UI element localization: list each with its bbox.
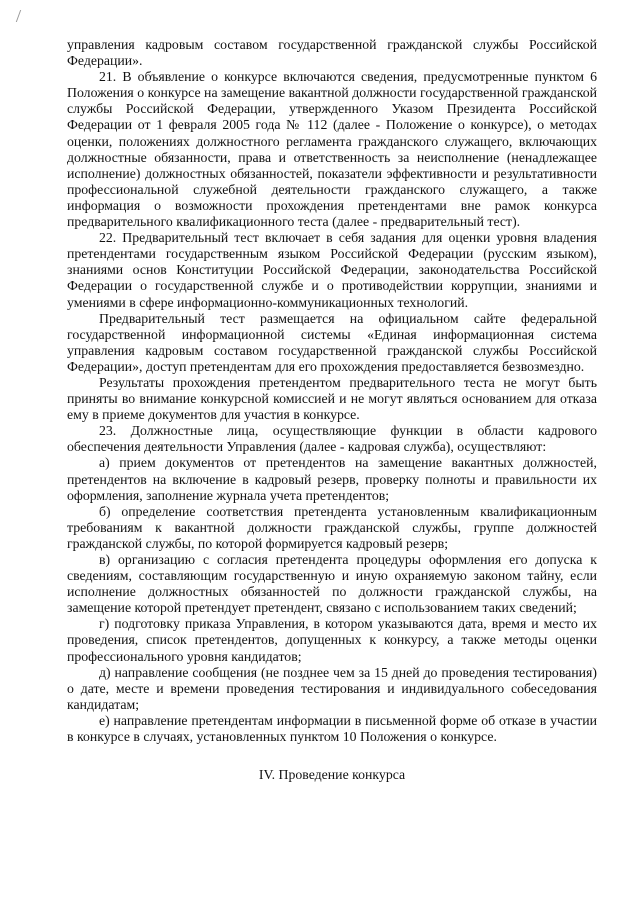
list-item-a: а) прием документов от претендентов на замещение вакантных должностей, претендентов на включение в кадровый резерв, проверку полноты и правильности их оформления, заполнение журнала учета претендентов;	[67, 455, 597, 503]
list-item-d: д) направление сообщения (не позднее чем за 15 дней до проведения тестирования) о дате, месте и времени проведения тестирования и индивидуального собеседования кандидатам;	[67, 664, 597, 712]
paragraph-preliminary-test-placement: Предварительный тест размещается на официальном сайте федеральной государственной информационной системы «Единая информационная система управления кадровым составом государственной гражданской службы Российской Федерации», доступ претендентам для его прохождения предоставляется безвозмездно.	[67, 310, 597, 374]
document-body	[67, 37, 597, 783]
section-heading: IV. Проведение конкурса	[258, 767, 406, 783]
list-item-g: г) подготовку приказа Управления, в котором указываются дата, время и место их проведения, список претендентов, допущенных к конкурсу, а также методы оценки профессионального уровня кандидатов;	[67, 616, 597, 664]
scan-mark	[16, 10, 26, 22]
list-item-e: е) направление претендентам информации в письменной форме об отказе в участии в конкурсе в случаях, установленных пунктом 10 Положения о конкурсе.	[67, 712, 597, 745]
paragraph-preliminary-test-results: Результаты прохождения претендентом предварительного теста не могут быть приняты во внимание конкурсной комиссией и не могут являться основанием для отказа ему в приеме документов для участия в конкурсе.	[67, 374, 597, 423]
list-item-b: б) определение соответствия претендента установленным квалификационным требованиям к вакантной должности гражданской службы, группе должностей гражданской службы, по которой формируется кадровый резерв;	[67, 503, 597, 551]
paragraph-21: 21. В объявление о конкурсе включаются сведения, предусмотренные пунктом 6 Положения о конкурсе на замещение вакантной должности государственной гражданской службы Российской Федерации, утвержденного Указом Президента Российской Федерации от 1 февраля 2005 года № 112 (далее - Положение о конкурсе), о методах оценки, положениях должностного регламента гражданского служащего, включающих должностные обязанности, права и ответственность за неисполнение (ненадлежащее исполнение) должностных обязанностей, показатели эффективности и результативности профессиональной служебной деятельности гражданского служащего, а также информация о возможности прохождения претендентами вне рамок конкурса предварительного квалификационного теста (далее - предварительный тест).	[67, 69, 597, 230]
paragraph-23: 23. Должностные лица, осуществляющие функции в области кадрового обеспечения деятельности Управления (далее - кадровая служба), осуществляют:	[67, 423, 597, 455]
list-item-v: в) организацию с согласия претендента процедуры оформления его допуска к сведениям, составляющим государственную и иную охраняемую законом тайну, если исполнение должностных обязанностей по должности гражданской службы, на замещение которой претендует претендент, связано с использованием таких сведений;	[67, 552, 597, 616]
paragraph-continuation: управления кадровым составом государственной гражданской службы Российской Федерации».	[67, 37, 597, 69]
paragraph-22: 22. Предварительный тест включает в себя задания для оценки уровня владения претендентами государственным языком Российской Федерации (русским языком), знаниями основ Конституции Российской Федерации, законодательства Российской Федерации о государственной службе и о противодействии коррупции, знаниями и умениями в сфере информационно-коммуникационных технологий.	[67, 230, 597, 310]
